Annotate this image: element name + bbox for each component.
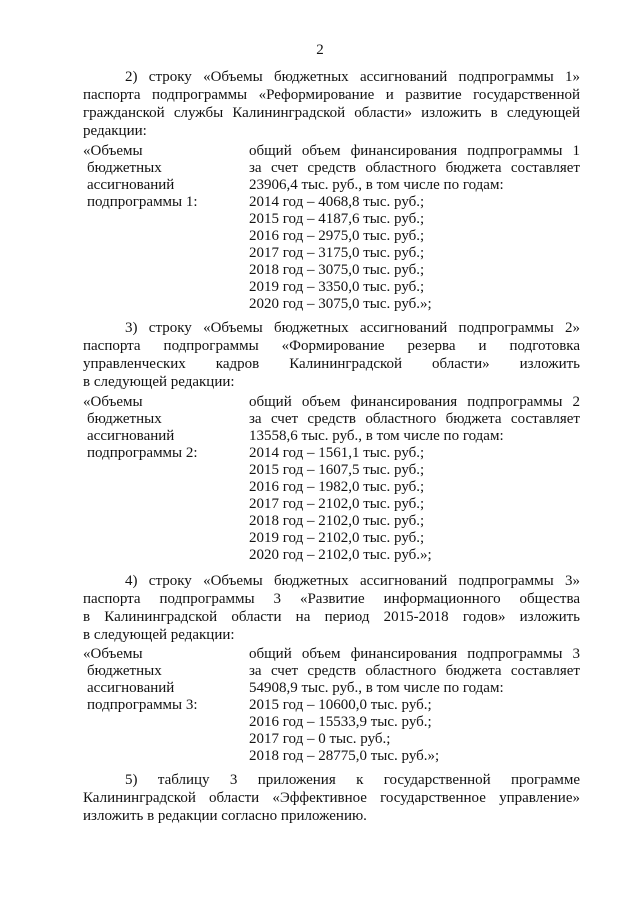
year-line: 2018 год – 2102,0 тыс. руб.;: [249, 513, 425, 529]
content-line: общий объем финансирования подпрограммы 2: [249, 394, 580, 410]
content-line: общий объем финансирования подпрограммы 3: [249, 646, 580, 662]
year-line: 2014 год – 4068,8 тыс. руб.;: [249, 194, 425, 210]
paragraph-item-5: [83, 771, 580, 825]
allocation-block-2: [83, 394, 580, 569]
paragraph-line: паспорта подпрограммы 3 «Развитие информационного общества: [83, 591, 580, 607]
year-line: 2014 год – 1561,1 тыс. руб.;: [249, 445, 425, 461]
block-label: [83, 394, 233, 462]
year-line: 2019 год – 2102,0 тыс. руб.;: [249, 530, 425, 546]
paragraph-line: 3) строку «Объемы бюджетных ассигнований подпрограммы 2»: [125, 320, 580, 336]
content-line: 54908,9 тыс. руб., в том числе по годам:: [249, 680, 504, 696]
year-line: 2016 год – 15533,9 тыс. руб.;: [249, 714, 432, 730]
content-line: общий объем финансирования подпрограммы 1: [249, 143, 580, 159]
label-line: ассигнований: [87, 680, 175, 696]
label-line: бюджетных: [87, 160, 162, 176]
year-line: 2020 год – 2102,0 тыс. руб.»;: [249, 547, 432, 563]
block-content: [249, 394, 580, 564]
paragraph-line: в следующей редакции:: [83, 374, 235, 390]
block-content: [249, 646, 580, 765]
paragraph-line: Калининградской области «Эффективное государственное управление»: [83, 790, 580, 806]
allocation-block-3: [83, 646, 580, 768]
block-content: [249, 143, 580, 313]
paragraph-item-4: [83, 572, 580, 644]
year-line: 2015 год – 1607,5 тыс. руб.;: [249, 462, 425, 478]
year-line: 2020 год – 3075,0 тыс. руб.»;: [249, 296, 432, 312]
year-line: 2018 год – 28775,0 тыс. руб.»;: [249, 748, 440, 764]
content-line: за счет средств областного бюджета составляет: [249, 160, 580, 176]
paragraph-line: в Калининградской области на период 2015-2018 годов» изложить: [83, 609, 580, 625]
label-line: бюджетных: [87, 663, 162, 679]
block-label: [83, 143, 233, 211]
year-line: 2016 год – 1982,0 тыс. руб.;: [249, 479, 425, 495]
paragraph-line: гражданской службы Калининградской области» изложить в следующей: [83, 105, 580, 121]
year-line: 2017 год – 3175,0 тыс. руб.;: [249, 245, 425, 261]
paragraph-line: 2) строку «Объемы бюджетных ассигнований подпрограммы 1»: [125, 69, 580, 85]
year-line: 2015 год – 10600,0 тыс. руб.;: [249, 697, 432, 713]
paragraph-line: в следующей редакции:: [83, 627, 235, 643]
block-label: [83, 646, 233, 714]
content-line: 23906,4 тыс. руб., в том числе по годам:: [249, 177, 504, 193]
allocation-block-1: [83, 143, 580, 318]
paragraph-item-2: [83, 68, 580, 140]
year-line: 2017 год – 2102,0 тыс. руб.;: [249, 496, 425, 512]
paragraph-line: 5) таблицу 3 приложения к государственной программе: [125, 772, 580, 788]
label-line: подпрограммы 2:: [87, 445, 198, 461]
content-line: за счет средств областного бюджета составляет: [249, 663, 580, 679]
label-line: «Объемы: [83, 394, 143, 410]
label-line: «Объемы: [83, 646, 143, 662]
paragraph-item-3: [83, 319, 580, 391]
paragraph-line: паспорта подпрограммы «Реформирование и развитие государственной: [83, 87, 580, 103]
content-line: за счет средств областного бюджета составляет: [249, 411, 580, 427]
label-line: бюджетных: [87, 411, 162, 427]
paragraph-line: управленческих кадров Калининградской области» изложить: [83, 356, 580, 372]
year-line: 2019 год – 3350,0 тыс. руб.;: [249, 279, 425, 295]
paragraph-line: 4) строку «Объемы бюджетных ассигнований подпрограммы 3»: [125, 573, 580, 589]
label-line: «Объемы: [83, 143, 143, 159]
label-line: ассигнований: [87, 177, 175, 193]
label-line: подпрограммы 3:: [87, 697, 198, 713]
label-line: подпрограммы 1:: [87, 194, 198, 210]
paragraph-line: редакции:: [83, 123, 147, 139]
label-line: ассигнований: [87, 428, 175, 444]
year-line: 2018 год – 3075,0 тыс. руб.;: [249, 262, 425, 278]
paragraph-line: изложить в редакции согласно приложению.: [83, 808, 367, 824]
year-line: 2016 год – 2975,0 тыс. руб.;: [249, 228, 425, 244]
paragraph-line: паспорта подпрограммы «Формирование резерва и подготовка: [83, 338, 580, 354]
year-line: 2015 год – 4187,6 тыс. руб.;: [249, 211, 425, 227]
year-line: 2017 год – 0 тыс. руб.;: [249, 731, 391, 747]
content-line: 13558,6 тыс. руб., в том числе по годам:: [249, 428, 504, 444]
page-number: 2: [316, 42, 324, 58]
